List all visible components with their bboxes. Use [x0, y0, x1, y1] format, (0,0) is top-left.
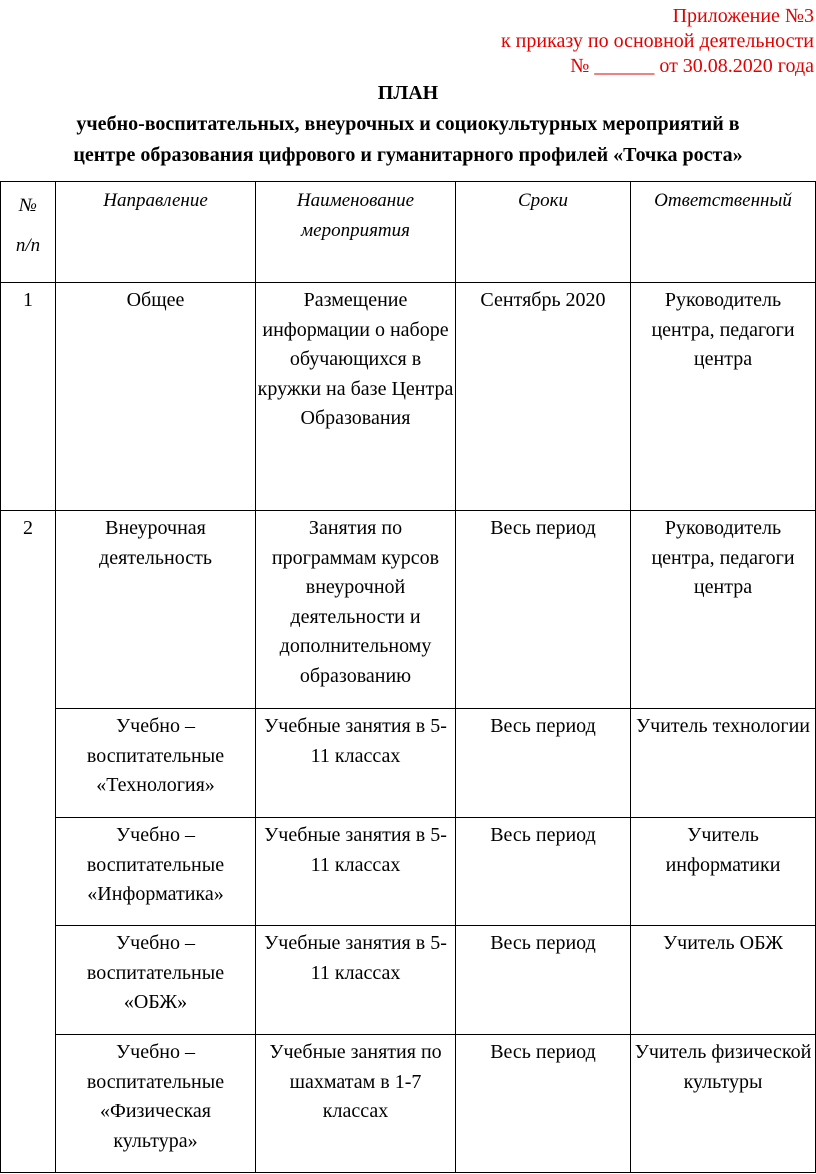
row-direction: Внеурочная деятельность [56, 511, 256, 709]
table-row [1, 1035, 816, 1173]
row-responsible: Учитель ОБЖ [631, 926, 816, 1035]
header-event: Наименование мероприятия [256, 182, 456, 283]
table-header-row [1, 182, 816, 283]
row-event: Учебные занятия по шахматам в 1-7 классах [256, 1035, 456, 1173]
document-title [0, 78, 816, 171]
appendix-number: Приложение №3 [672, 5, 814, 27]
row-dates: Весь период [456, 709, 631, 818]
row-dates: Сентябрь 2020 [456, 283, 631, 511]
row-direction: Учебно – воспитательные «Физическая культура» [56, 1035, 256, 1173]
title-plan: ПЛАН [377, 82, 439, 104]
row-direction: Общее [56, 283, 256, 511]
plan-table [0, 181, 816, 1173]
row-responsible: Учитель физической культуры [631, 1035, 816, 1173]
row-dates: Весь период [456, 1035, 631, 1173]
row-event: Учебные занятия в 5-11 классах [256, 709, 456, 818]
row-num: 1 [1, 283, 56, 511]
header-direction: Направление [56, 182, 256, 283]
table-row [1, 818, 816, 926]
header-dates: Сроки [456, 182, 631, 283]
header-num-pp: п/п [15, 235, 41, 256]
row-responsible: Руководитель центра, педагоги центра [631, 511, 816, 709]
appendix-order-date: № ______ от 30.08.2020 года [570, 55, 814, 77]
row-event: Учебные занятия в 5-11 классах [256, 926, 456, 1035]
row-direction: Учебно – воспитательные «Информатика» [56, 818, 256, 926]
table-row [1, 926, 816, 1035]
row-event: Занятия по программам курсов внеурочной деятельности и дополнительному образованию [256, 511, 456, 709]
title-line-2: учебно-воспитательных, внеурочных и социокультурных мероприятий в [76, 113, 740, 135]
row-responsible: Учитель информатики [631, 818, 816, 926]
row-num: 2 [1, 511, 56, 1173]
row-event: Размещение информации о наборе обучающихся в кружки на базе Центра Образования [256, 283, 456, 511]
table-row [1, 709, 816, 818]
row-dates: Весь период [456, 511, 631, 709]
row-direction: Учебно – воспитательные «Технология» [56, 709, 256, 818]
table-row [1, 283, 816, 511]
appendix-order-ref: к приказу по основной деятельности [500, 30, 814, 52]
row-dates: Весь период [456, 926, 631, 1035]
row-event: Учебные занятия в 5-11 классах [256, 818, 456, 926]
header-num-sign: № [19, 195, 37, 216]
title-line-3: центре образования цифрового и гуманитарного профилей «Точка роста» [73, 144, 743, 166]
row-dates: Весь период [456, 818, 631, 926]
row-direction: Учебно – воспитательные «ОБЖ» [56, 926, 256, 1035]
table-row [1, 511, 816, 709]
row-responsible: Руководитель центра, педагоги центра [631, 283, 816, 511]
header-responsible: Ответственный [631, 182, 816, 283]
appendix-header [501, 4, 814, 79]
row-responsible: Учитель технологии [631, 709, 816, 818]
header-num [1, 182, 56, 283]
